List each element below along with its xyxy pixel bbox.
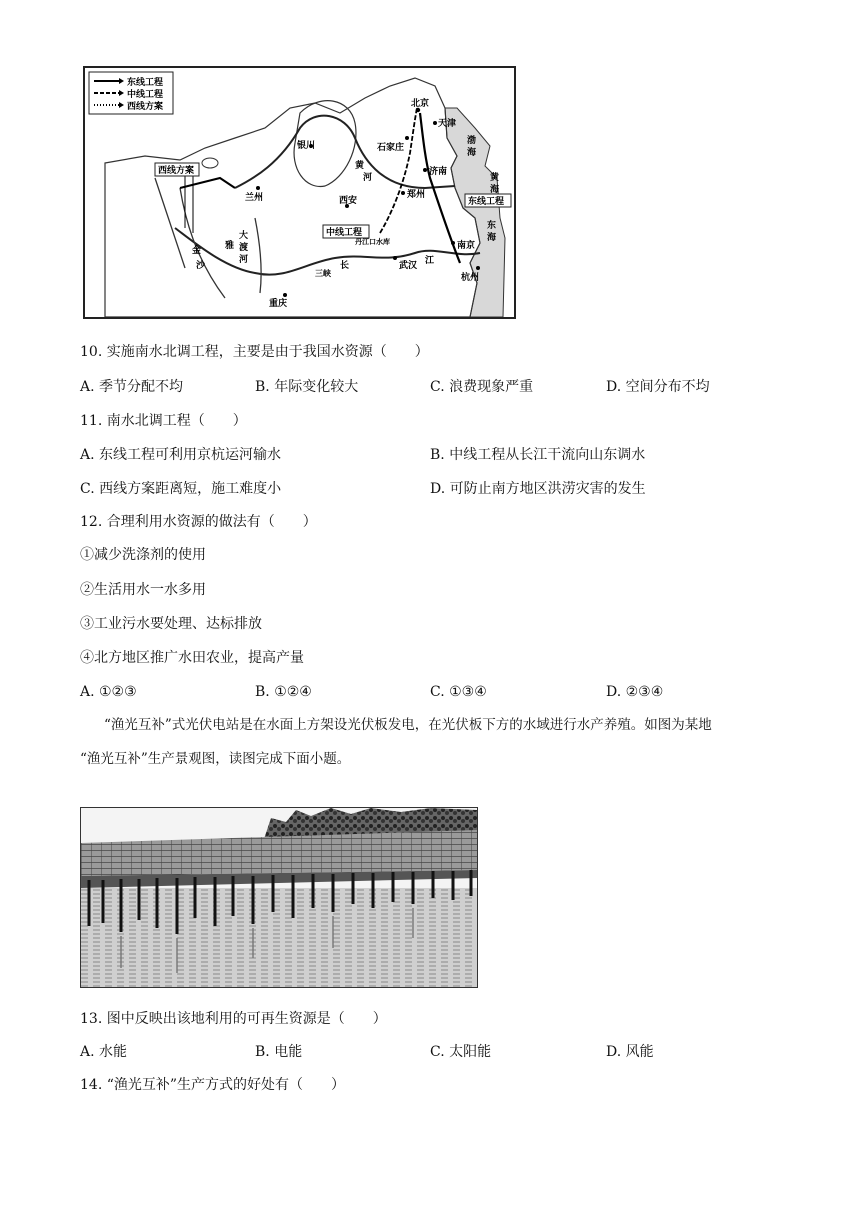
question-14-stem: 14. “渔光互补”生产方式的好处有（ ） bbox=[80, 1077, 346, 1093]
q12-option-c[interactable]: C. ①③④ bbox=[430, 684, 487, 700]
place-label: 郑州 bbox=[407, 190, 426, 200]
q12-item-1: ①减少洗涤剂的使用 bbox=[80, 547, 206, 563]
place-label: 西安 bbox=[339, 196, 358, 206]
place-label: 南京 bbox=[457, 241, 476, 251]
place-label: 三峡 bbox=[315, 269, 331, 278]
place-label: 济南 bbox=[429, 167, 448, 177]
passage-line-1: “渔光互补”式光伏电站是在水面上方架设光伏板发电，在光伏板下方的水域进行水产养殖。如图为某地 bbox=[104, 717, 712, 733]
q10-option-b[interactable]: B. 年际变化较大 bbox=[255, 379, 359, 395]
place-label: 杭州 bbox=[461, 273, 480, 283]
q11-option-c[interactable]: C. 西线方案距离短，施工难度小 bbox=[80, 481, 282, 497]
river-label: 江 bbox=[425, 256, 435, 266]
sea-label: 海 bbox=[487, 233, 497, 243]
sea-label: 海 bbox=[467, 148, 477, 158]
question-12-stem: 12. 合理利用水资源的做法有（ ） bbox=[80, 514, 317, 530]
sea-label: 海 bbox=[490, 185, 500, 195]
q11-option-d[interactable]: D. 可防止南方地区洪涝灾害的发生 bbox=[430, 481, 646, 497]
river-label: 黄 bbox=[355, 161, 365, 171]
south-north-water-diversion-map bbox=[83, 66, 516, 319]
middle-route-line bbox=[380, 108, 417, 233]
west-route-line bbox=[180, 178, 235, 188]
q12-item-4: ④北方地区推广水田农业，提高产量 bbox=[80, 650, 304, 666]
question-11-stem: 11. 南水北调工程（ ） bbox=[80, 413, 247, 429]
west-route-branch bbox=[185, 173, 193, 233]
q13-option-d[interactable]: D. 风能 bbox=[606, 1044, 654, 1060]
legend-label: 西线方案 bbox=[127, 102, 164, 112]
river-label: 雅 bbox=[225, 241, 235, 251]
place-label: 丹江口水库 bbox=[355, 238, 390, 246]
river-label: 沙 bbox=[196, 261, 206, 271]
jinsha-river bbox=[180, 188, 225, 298]
place-label: 北京 bbox=[411, 99, 430, 109]
legend-label: 中线工程 bbox=[127, 90, 164, 100]
river-label: 河 bbox=[239, 255, 249, 265]
q13-option-b[interactable]: B. 电能 bbox=[255, 1044, 303, 1060]
q10-option-c[interactable]: C. 浪费现象严重 bbox=[430, 379, 534, 395]
sea-label: 黄 bbox=[490, 173, 500, 183]
river-label: 渡 bbox=[239, 243, 249, 253]
q12-item-2: ②生活用水一水多用 bbox=[80, 582, 206, 598]
sea-label: 东 bbox=[487, 221, 497, 231]
fishery-solar-photo bbox=[80, 807, 478, 988]
place-labels bbox=[245, 97, 479, 309]
q12-option-d[interactable]: D. ②③④ bbox=[606, 684, 664, 700]
q12-option-b[interactable]: B. ①②④ bbox=[255, 684, 312, 700]
passage-line-2: “渔光互补”生产景观图，读图完成下面小题。 bbox=[80, 751, 351, 767]
q11-option-b[interactable]: B. 中线工程从长江干流向山东调水 bbox=[430, 447, 646, 463]
legend-label: 东线工程 bbox=[127, 78, 164, 88]
river-label: 金 bbox=[192, 246, 202, 256]
river-labels bbox=[192, 159, 435, 271]
q10-option-d[interactable]: D. 空间分布不均 bbox=[606, 379, 710, 395]
photo-svg bbox=[81, 808, 477, 987]
map-svg bbox=[85, 68, 514, 317]
river-label: 大 bbox=[239, 231, 249, 241]
river-label: 河 bbox=[363, 173, 373, 183]
place-label: 银川 bbox=[297, 141, 316, 151]
middle-route-label: 中线工程 bbox=[326, 228, 363, 238]
place-label: 石家庄 bbox=[377, 143, 405, 153]
sea-label: 渤 bbox=[467, 136, 477, 146]
place-label: 武汉 bbox=[399, 261, 418, 271]
q12-option-a[interactable]: A. ①②③ bbox=[80, 684, 137, 700]
west-route-label: 西线方案 bbox=[158, 166, 195, 176]
tributary bbox=[255, 218, 261, 293]
q11-option-a[interactable]: A. 东线工程可利用京杭运河输水 bbox=[80, 447, 282, 463]
place-label: 重庆 bbox=[269, 299, 288, 309]
q13-option-c[interactable]: C. 太阳能 bbox=[430, 1044, 492, 1060]
q10-option-a[interactable]: A. 季节分配不均 bbox=[80, 379, 184, 395]
question-13-stem: 13. 图中反映出该地利用的可再生资源是（ ） bbox=[80, 1011, 387, 1027]
river-label: 长 bbox=[340, 261, 350, 271]
question-10-stem: 10. 实施南水北调工程，主要是由于我国水资源（ ） bbox=[80, 344, 429, 360]
place-label: 兰州 bbox=[245, 193, 264, 203]
q13-option-a[interactable]: A. 水能 bbox=[80, 1044, 128, 1060]
q12-item-3: ③工业污水要处理、达标排放 bbox=[80, 616, 262, 632]
place-label: 天津 bbox=[438, 119, 457, 129]
lake-marker bbox=[202, 158, 218, 168]
east-route-label: 东线工程 bbox=[468, 197, 505, 207]
